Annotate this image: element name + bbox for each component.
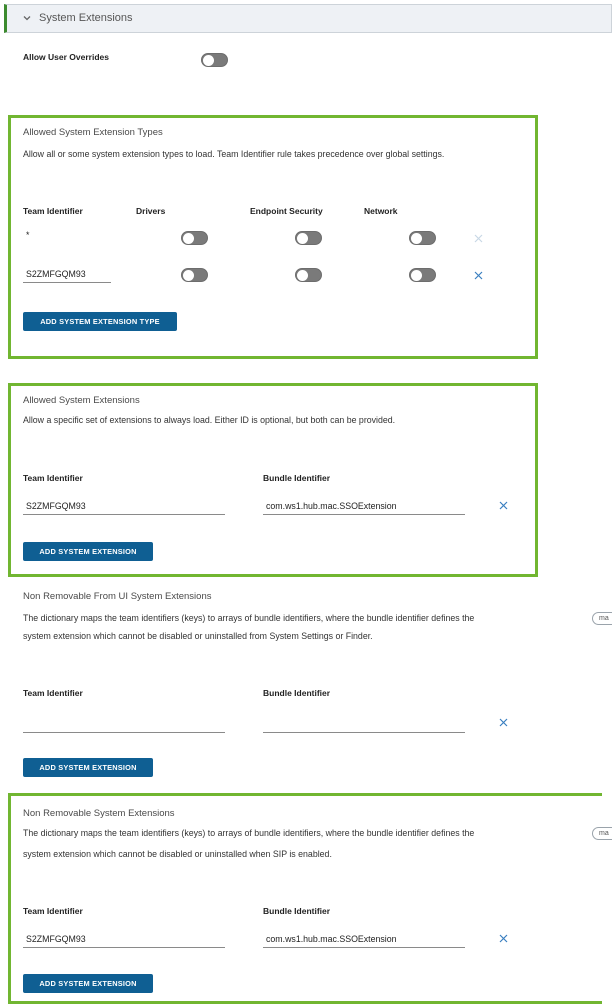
remove-row-icon[interactable] [474,234,483,243]
remove-row-icon[interactable] [499,501,508,510]
header-drivers: Drivers [136,206,166,216]
header-team-identifier: Team Identifier [23,906,83,916]
header-team-identifier: Team Identifier [23,688,83,698]
non-removable-ui-description-line2: system extension which cannot be disabled or uninstalled from System Settings or Finder. [23,631,373,641]
toggle-knob [411,270,422,281]
header-network: Network [364,206,398,216]
non-removable-title: Non Removable System Extensions [23,808,175,819]
non-removable-description-line1: The dictionary maps the team identifiers (keys) to arrays of bundle identifiers, where the bundle identifier defines the [23,828,475,838]
header-endpoint-security: Endpoint Security [250,206,323,216]
header-team-identifier: Team Identifier [23,206,83,216]
header-bundle-identifier: Bundle Identifier [263,688,331,698]
team-identifier-field[interactable]: S2ZMFGQM93 [23,930,225,948]
toggle-knob [297,270,308,281]
add-system-extension-type-button[interactable]: ADD SYSTEM EXTENSION TYPE [23,312,177,331]
endpoint-security-toggle[interactable] [295,231,322,245]
team-identifier-field[interactable]: * [26,230,30,240]
remove-row-icon[interactable] [499,934,508,943]
allow-user-overrides-toggle[interactable] [201,53,228,67]
add-system-extension-button[interactable]: ADD SYSTEM EXTENSION [23,758,153,777]
toggle-knob [183,270,194,281]
add-system-extension-button[interactable]: ADD SYSTEM EXTENSION [23,974,153,993]
section-title: System Extensions [39,12,133,24]
more-info-pill[interactable]: ma [592,612,612,625]
allow-user-overrides-label: Allow User Overrides [23,52,109,62]
toggle-knob [203,55,214,66]
toggle-knob [297,233,308,244]
allowed-extensions-title: Allowed System Extensions [23,395,140,406]
add-system-extension-button[interactable]: ADD SYSTEM EXTENSION [23,542,153,561]
non-removable-ui-description-line1: The dictionary maps the team identifiers (keys) to arrays of bundle identifiers, where the bundle identifier defines the [23,613,475,623]
allowed-types-title: Allowed System Extension Types [23,127,163,138]
team-identifier-field[interactable] [23,715,225,733]
section-header-system-extensions[interactable] [4,4,612,33]
network-toggle[interactable] [409,231,436,245]
bundle-identifier-field[interactable] [263,715,465,733]
remove-row-icon[interactable] [499,718,508,727]
allowed-types-description: Allow all or some system extension types to load. Team Identifier rule takes precedence over global settings. [23,149,445,159]
non-removable-description-line2: system extension which cannot be disabled or uninstalled when SIP is enabled. [23,849,332,859]
endpoint-security-toggle[interactable] [295,268,322,282]
header-bundle-identifier: Bundle Identifier [263,906,331,916]
bundle-identifier-field[interactable]: com.ws1.hub.mac.SSOExtension [263,930,465,948]
remove-row-icon[interactable] [474,271,483,280]
highlight-frame-non-removable [8,793,602,1004]
header-bundle-identifier: Bundle Identifier [263,473,331,483]
bundle-identifier-field[interactable]: com.ws1.hub.mac.SSOExtension [263,497,465,515]
toggle-knob [183,233,194,244]
team-identifier-field[interactable]: S2ZMFGQM93 [23,265,111,283]
drivers-toggle[interactable] [181,231,208,245]
chevron-down-icon[interactable] [22,13,32,23]
team-identifier-field[interactable]: S2ZMFGQM93 [23,497,225,515]
network-toggle[interactable] [409,268,436,282]
more-info-pill[interactable]: ma [592,827,612,840]
header-team-identifier: Team Identifier [23,473,83,483]
allowed-extensions-description: Allow a specific set of extensions to always load. Either ID is optional, but both can be provided. [23,415,396,425]
toggle-knob [411,233,422,244]
non-removable-ui-title: Non Removable From UI System Extensions [23,591,212,602]
drivers-toggle[interactable] [181,268,208,282]
